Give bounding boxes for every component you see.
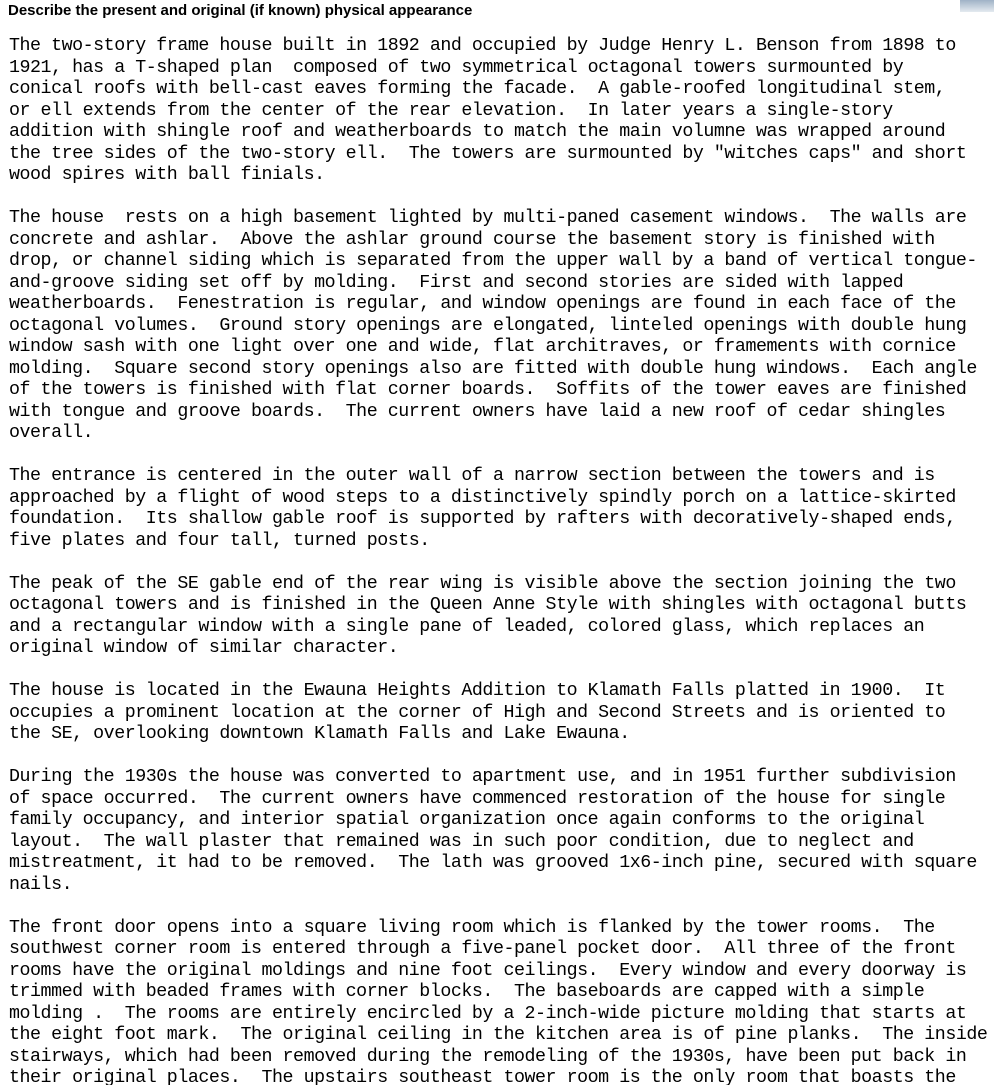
paragraph [9, 681, 989, 746]
paragraph [9, 208, 989, 445]
section-heading: Describe the present and original (if known) physical appearance [8, 2, 473, 19]
text-line: During the 1930s the house was converted to apartment use, and in 1951 further subdivision [9, 767, 956, 787]
text-line: and a rectangular window with a single pane of leaded, colored glass, which replaces an [9, 616, 925, 637]
text-line: molding. Square second story openings also are fitted with double hung windows. Each angle [9, 358, 977, 379]
text-line: layout. The wall plaster that remained was in such poor condition, due to neglect and [9, 831, 914, 852]
text-line: addition with shingle roof and weatherboards to match the main volumne was wrapped around [9, 122, 946, 142]
text-line: The front door opens into a square living room which is flanked by the tower rooms. The [9, 917, 935, 938]
paragraph [9, 918, 989, 1085]
text-line: mistreatment, it had to be removed. The lath was grooved 1x6-inch pine, secured with square [9, 853, 977, 873]
text-line: five plates and four tall, turned posts. [9, 530, 430, 551]
text-line: octagonal volumes. Ground story openings are elongated, linteled openings with double hung [9, 315, 967, 336]
text-line: original window of similar character. [9, 638, 399, 658]
text-line: rooms have the original moldings and nine foot ceilings. Every window and every doorway is [9, 960, 967, 981]
text-line: southwest corner room is entered through a five-panel pocket door. All three of the front [9, 939, 956, 959]
text-line: overall. [9, 423, 94, 443]
text-line: The entrance is centered in the outer wall of a narrow section between the towers and is [9, 466, 935, 486]
text-line: their original places. The upstairs southeast tower room is the only room that boasts the [9, 1068, 956, 1085]
text-line: and-groove siding set off by molding. First and second stories are sided with lapped [9, 272, 904, 293]
text-line: octagonal towers and is finished in the Queen Anne Style with shingles with octagonal butts [9, 595, 967, 615]
paragraph [9, 466, 989, 552]
text-line: The house is located in the Ewauna Heights Addition to Klamath Falls platted in 1900. It [9, 681, 946, 701]
text-line: or ell extends from the center of the rear elevation. In later years a single-story [9, 100, 893, 121]
text-line: window sash with one light over one and wide, flat architraves, or framements with cornice [9, 337, 956, 357]
text-line: weatherboards. Fenestration is regular, and window openings are found in each face of the [9, 294, 956, 314]
paragraph [9, 36, 989, 187]
description-body [9, 36, 989, 1085]
paragraph [9, 767, 989, 896]
text-line: stairways, which had been removed during the remodeling of the 1930s, have been put back in [9, 1046, 967, 1067]
text-line: foundation. Its shallow gable roof is supported by rafters with decoratively-shaped ends, [9, 509, 956, 529]
text-line: 1921, has a T-shaped plan composed of two symmetrical octagonal towers surmounted by [9, 57, 904, 78]
text-line: the eight foot mark. The original ceiling in the kitchen area is of pine planks. The inside [9, 1025, 988, 1045]
text-line: drop, or channel siding which is separated from the upper wall by a band of vertical tongue- [9, 251, 977, 271]
text-line: The house rests on a high basement lighted by multi-paned casement windows. The walls are [9, 208, 967, 228]
text-line: trimmed with beaded frames with corner blocks. The baseboards are capped with a simple [9, 982, 925, 1002]
text-line: of space occurred. The current owners have commenced restoration of the house for single [9, 788, 946, 809]
text-line: The peak of the SE gable end of the rear wing is visible above the section joining the two [9, 573, 956, 594]
text-line: family occupancy, and interior spatial organization once again conforms to the original [9, 810, 925, 830]
text-line: with tongue and groove boards. The current owners have laid a new roof of cedar shingles [9, 401, 946, 422]
text-line: the tree sides of the two-story ell. The towers are surmounted by "witches caps" and short [9, 143, 967, 164]
text-line: of the towers is finished with flat corner boards. Soffits of the tower eaves are finished [9, 380, 967, 400]
text-line: nails. [9, 874, 73, 895]
text-line: wood spires with ball finials. [9, 165, 325, 185]
text-line: molding . The rooms are entirely encircled by a 2-inch-wide picture molding that starts at [9, 1003, 967, 1024]
page-corner-mark [960, 0, 994, 12]
text-line: concrete and ashlar. Above the ashlar ground course the basement story is finished with [9, 229, 935, 250]
text-line: approached by a flight of wood steps to a distinctively spindly porch on a lattice-skirted [9, 487, 956, 508]
text-line: The two-story frame house built in 1892 and occupied by Judge Henry L. Benson from 1898 to [9, 36, 956, 56]
paragraph [9, 574, 989, 660]
text-line: the SE, overlooking downtown Klamath Falls and Lake Ewauna. [9, 724, 630, 744]
text-line: occupies a prominent location at the corner of High and Second Streets and is oriented to [9, 702, 946, 723]
text-line: conical roofs with bell-cast eaves forming the facade. A gable-roofed longitudinal stem, [9, 79, 946, 99]
